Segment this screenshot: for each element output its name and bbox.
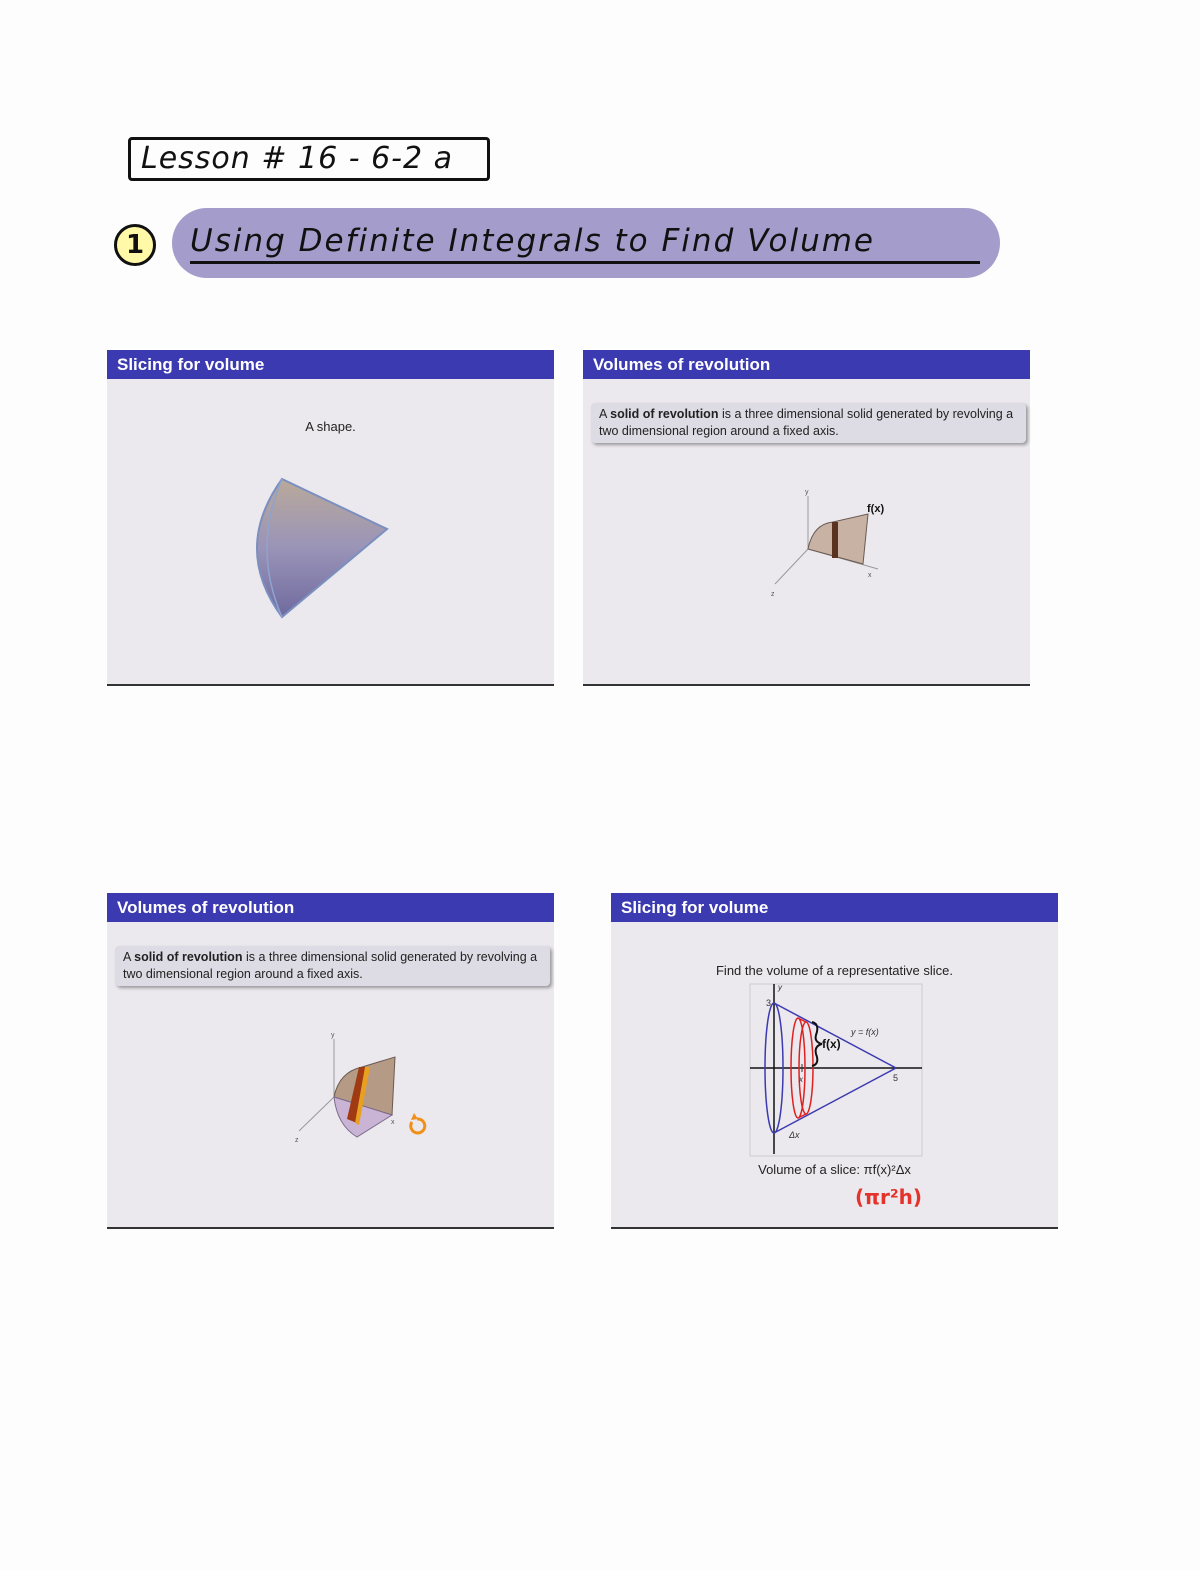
axis-x-label: x — [868, 572, 872, 579]
axis-x-label: x — [391, 1119, 395, 1126]
slide-title: Slicing for volume — [107, 350, 554, 379]
def-term: solid of revolution — [134, 950, 243, 964]
red-annotation: (πr²h) — [855, 1185, 922, 1209]
y-axis-label: y — [778, 983, 782, 992]
revolution-figure — [287, 1027, 437, 1147]
axis-z-label: z — [295, 1137, 299, 1144]
section-title: Using Definite Integrals to Find Volume — [190, 218, 980, 264]
delta-x-label: Δx — [789, 1130, 800, 1140]
slice-x-label: x — [799, 1075, 803, 1084]
curve-label: y = f(x) — [851, 1027, 879, 1037]
axis-z-label: z — [771, 591, 775, 598]
definition-box — [115, 946, 550, 986]
slide-4 — [611, 893, 1058, 1229]
slide-caption: A shape. — [305, 419, 356, 434]
lesson-label: Lesson # 16 - 6-2 a — [128, 137, 490, 181]
def-prefix: A — [599, 407, 611, 421]
slide-caption: Find the volume of a representative slice. — [715, 963, 953, 978]
axis-y-label: y — [331, 1032, 335, 1039]
slide-title: Volumes of revolution — [107, 893, 554, 922]
slide-title: Volumes of revolution — [583, 350, 1030, 379]
slide-title: Slicing for volume — [611, 893, 1058, 922]
fx-note: f(x) — [822, 1037, 841, 1051]
cone-figure — [242, 474, 392, 624]
slide-3 — [107, 893, 554, 1229]
axis-y-label: y — [805, 489, 809, 496]
def-prefix: A — [123, 950, 135, 964]
y-tick-label: 3 — [766, 998, 772, 1008]
fx-note: f(x) — [867, 503, 885, 515]
def-text: is a three dimensional solid generated by revolving a two dimensional region around a fixed axis. — [599, 407, 1014, 438]
slide-2 — [583, 350, 1030, 686]
slide-1 — [107, 350, 554, 686]
slice-graph — [746, 980, 926, 1160]
section-number: 1 — [114, 224, 156, 266]
def-term: solid of revolution — [610, 407, 719, 421]
revolution-figure — [763, 484, 903, 604]
definition-box — [591, 403, 1026, 443]
slice-formula: Volume of a slice: πf(x)²Δx — [758, 1162, 911, 1177]
def-text: is a three dimensional solid generated by revolving a two dimensional region around a fixed axis. — [123, 950, 538, 981]
x-tick-label: 5 — [893, 1073, 899, 1083]
